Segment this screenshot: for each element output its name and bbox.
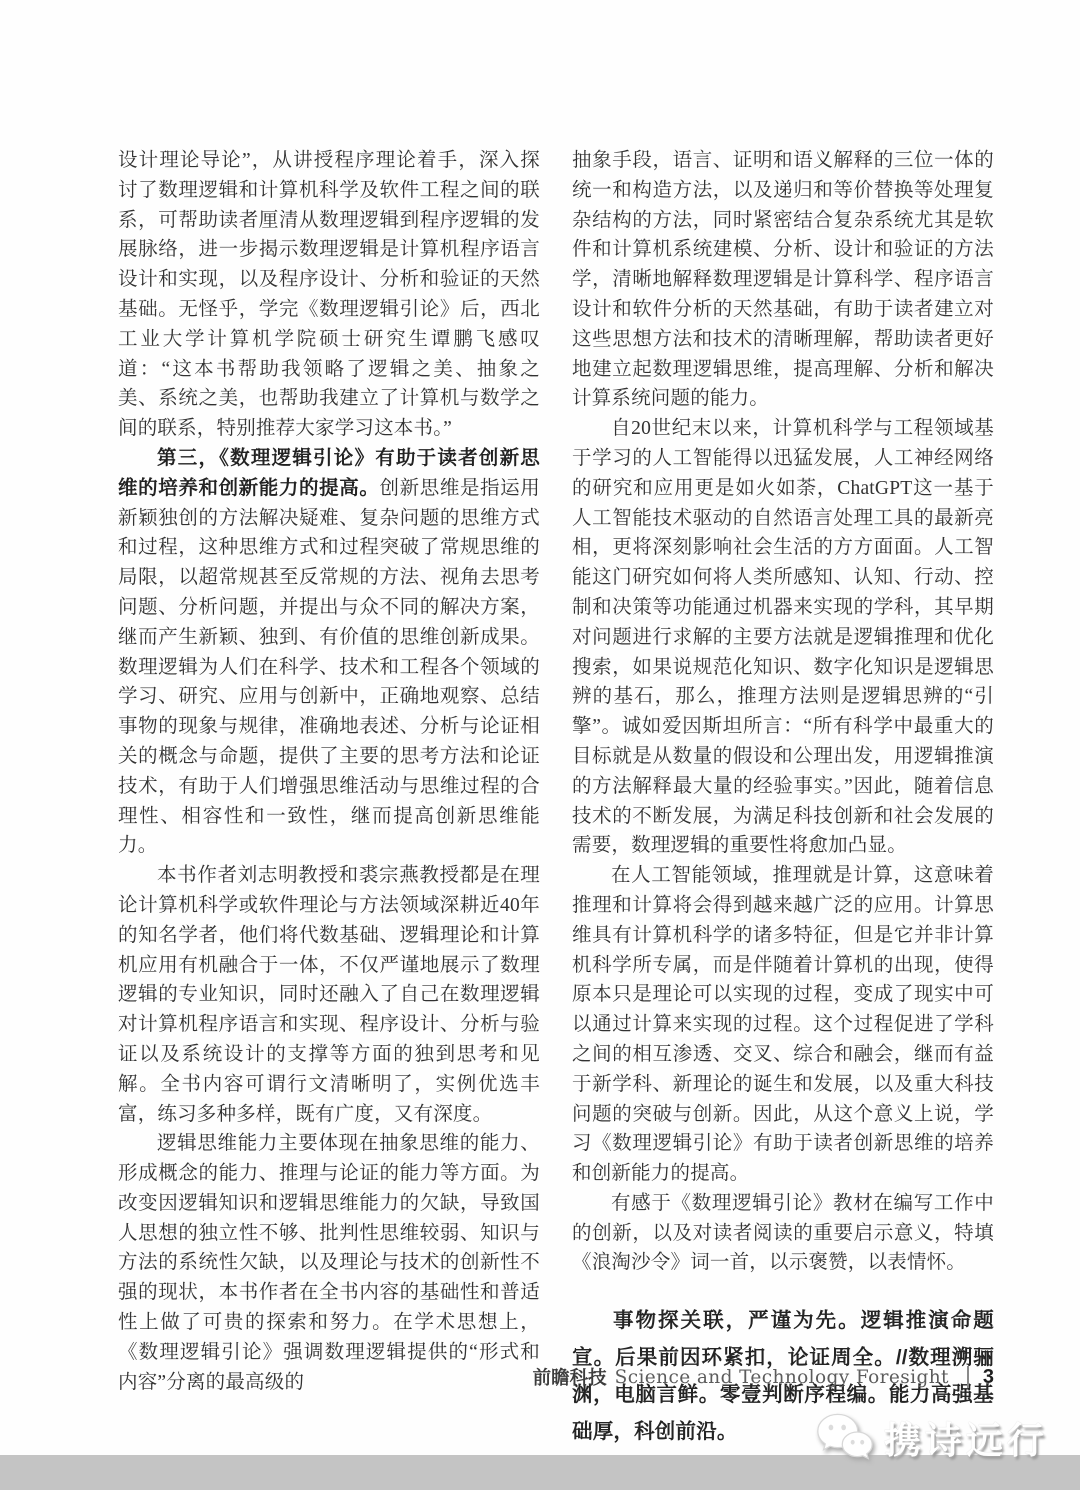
section-heading-bold: 第三，《数理逻辑引论》有助于读者创新思维的培养和创新能力的提高。 <box>118 446 540 499</box>
paragraph: 抽象手段，语言、证明和语义解释的三位一体的统一和构造方法，以及递归和等价替换等处理复杂结构的方法，同时紧密结合复杂系统尤其是软件和计算机系统建模、分析、设计和验证的方法学，清晰地解释数理逻辑是计算科学、程序语言设计和软件分析的天然基础，有助于读者建立对这些思想方法和技术的清晰理解，帮助读者更好地建立起数理逻辑思维，提高理解、分析和解决计算系统问题的能力。 <box>572 150 994 410</box>
poem-paragraph: 事物探关联，严谨为先。逻辑推演命题宣。后果前因环紧扣，论证周全。//数理溯骊渊，电脑言鲜。零壹判断序程编。能力高强基础厚，科创前沿。 <box>572 1309 994 1444</box>
watermark <box>816 1410 1048 1464</box>
page-footer <box>533 1362 994 1392</box>
paragraph: 有感于《数理逻辑引论》教材在编写工作中的创新，以及对读者阅读的重要启示意义，特填《浪淘沙令》词一首，以示褒赞，以表情怀。 <box>572 1192 994 1274</box>
paragraph: 逻辑思维能力主要体现在抽象思维的能力、形成概念的能力、推理与论证的能力等方面。为改变因逻辑知识和逻辑思维能力的欠缺，导致国人思想的独立性不够、批判性思维较弱、知识与方法的系统性欠缺，以及理论与技术的创新性不强的现状，本书作者在全书内容的基础性和普适性上做了可贵的探索和努力。在学术思想上，《数理逻辑引论》强调数理逻辑提供的“形式和内容”分离的最高级的 <box>118 1133 540 1393</box>
page-number: 3 <box>982 1365 994 1388</box>
paragraph: 本书作者刘志明教授和裘宗燕教授都是在理论计算机科学或软件理论与方法领域深耕近40年的知名学者，他们将代数基础、逻辑理论和计算机应用有机融合于一体，不仅严谨地展示了数理逻辑的专业知识，同时还融入了自己在数理逻辑对计算机程序语言和实现、程序设计、分析与验证以及系统设计的支撑等方面的独到思考和见解。全书内容可谓行文清晰明了，实例优选丰富，练习多种多样，既有广度，又有深度。 <box>118 865 540 1125</box>
paragraph: 自20世纪末以来，计算机科学与工程领域基于学习的人工智能得以迅猛发展，人工神经网络的研究和应用更是如火如荼，ChatGPT这一基于人工智能技术驱动的自然语言处理工具的最新亮相，更将深刻影响社会生活的方方面面。人工智能这门研究如何将人类所感知、认知、行动、控制和决策等功能通过机器来实现的学科，其早期对问题进行求解的主要方法就是逻辑推理和优化搜索，如果说规范化知识、数字化知识是逻辑思辨的基石，那么，推理方法则是逻辑思辨的“引擎”。诚如爱因斯坦所言：“所有科学中最重大的目标就是从数量的假设和公理出发，用逻辑推演的方法解释最大量的经验事实。”因此，随着信息技术的不断发展，为满足科技创新和社会发展的需要，数理逻辑的重要性将愈加凸显。 <box>572 418 994 857</box>
paragraph <box>118 444 540 861</box>
paragraph: 设计理论导论”，从讲授程序理论着手，深入探讨了数理逻辑和计算机科学及软件工程之间的联系，可帮助读者厘清从数理逻辑到程序逻辑的发展脉络，进一步揭示数理逻辑是计算机程序语言设计和实现，以及程序设计、分析和验证的天然基础。无怪乎，学完《数理逻辑引论》后，西北工业大学计算机学院硕士研究生谭鹏飞感叹道：“这本书帮助我领略了逻辑之美、抽象之美、系统之美，也帮助我建立了计算机与数学之间的联系，特别推荐大家学习这本书。” <box>118 150 540 440</box>
left-column <box>118 146 540 1450</box>
paragraph-text: 创新思维是指运用新颖独创的方法解决疑难、复杂问题的思维方式和过程，这种思维方式和过程突破了常规思维的局限，以超常规甚至反常规的方法、视角去思考问题、分析问题，并提出与众不同的解决方案，继而产生新颖、独到、有价值的思维创新成果。数理逻辑为人们在科学、技术和工程各个领域的学习、研究、应用与创新中，正确地观察、总结事物的现象与规律，准确地表述、分析与论证相关的概念与命题，提供了主要的思考方法和论证技术，有助于人们增强思维活动与思维过程的合理性、相容性和一致性，继而提高创新思维能力。 <box>118 477 540 857</box>
footer-separator-bar <box>967 1366 969 1388</box>
journal-name-cn: 前瞻科技 <box>532 1369 607 1389</box>
paragraph: 在人工智能领域，推理就是计算，这意味着推理和计算将会得到越来越广泛的应用。计算思维具有计算机科学的诸多特征，但是它并非计算机科学所专属，而是伴随着计算机的出现，使得原本只是理论可以实现的过程，变成了现实中可以通过计算来实现的过程。这个过程促进了学科之间的相互渗透、交叉、综合和融会，继而有益于新学科、新理论的诞生和发展，以及重大科技问题的突破与创新。因此，从这个意义上说，学习《数理逻辑引论》有助于读者创新思维的培养和创新能力的提高。 <box>572 865 994 1185</box>
journal-name-en: Science and Technology Foresight <box>614 1366 949 1388</box>
wechat-icon <box>816 1412 874 1462</box>
watermark-text: 携诗远行 <box>884 1420 1048 1461</box>
right-column <box>572 146 994 1450</box>
article-body <box>118 146 994 1450</box>
